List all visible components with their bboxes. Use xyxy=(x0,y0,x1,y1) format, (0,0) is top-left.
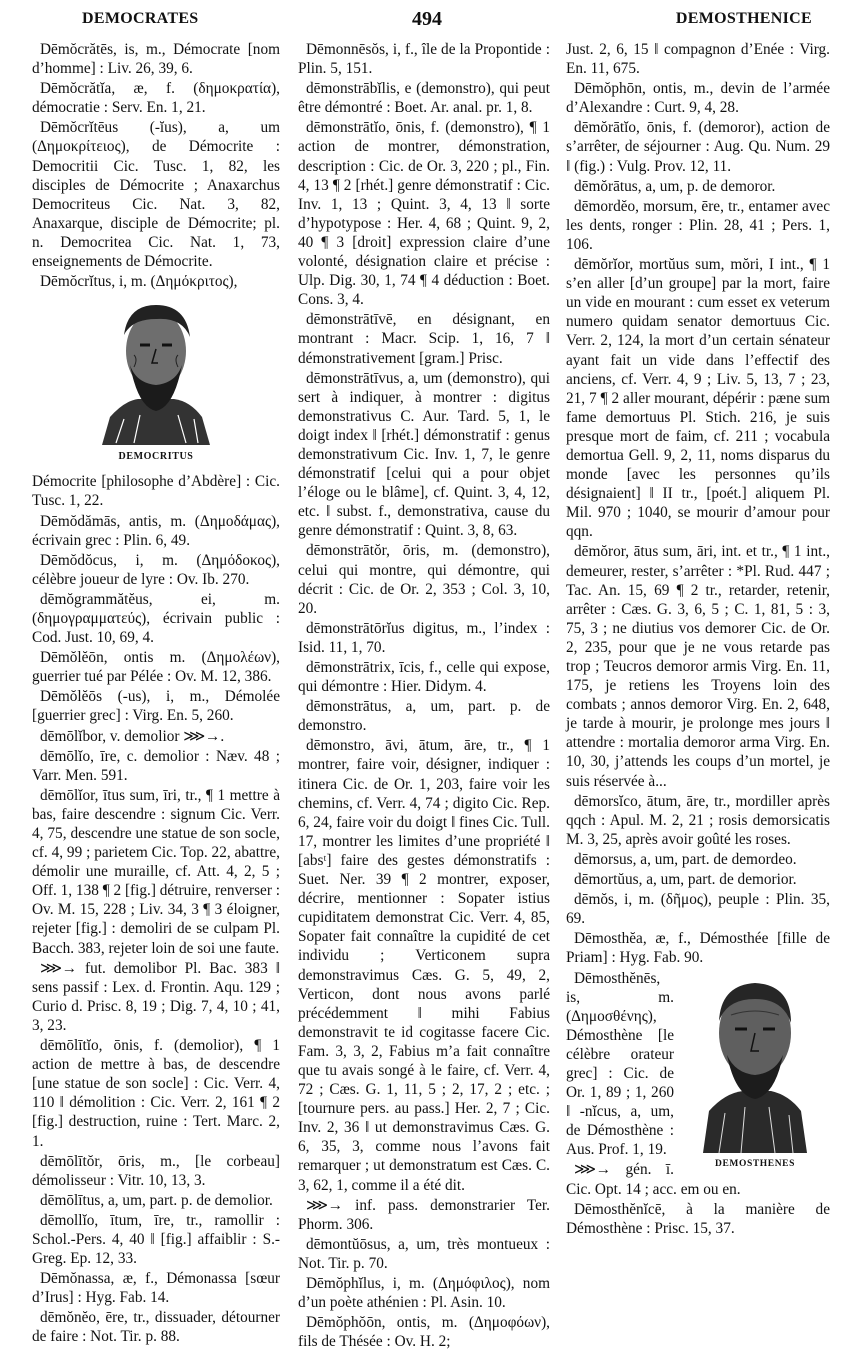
entry-demontuosus: dēmontŭōsus, a, um, très montueux : Not. Tir. p. 70. xyxy=(298,1235,550,1272)
entry-demodocus: Dēmŏdŏcus, i, m. (Δημόδοκος), célèbre joueur de lyre : Ov. Ib. 270. xyxy=(32,551,280,588)
entry-demonstratio: dēmonstrātĭo, ōnis, f. (demonstro), ¶ 1 action de montrer, démonstration, description : Cic. de Or. 3, 220 ; pl., Fin. 4, 13 ¶ 2 [rhét.] genre démonstratif : Cic. Inv. 1, 13 ; Quint. 3, 4, 13 ‖ sorte d’hypotypose : Her. 4, 68 ; Quint. 9, 2, 40 ¶ 3 [droit] expression claire d’une volonté, désignation claire et précise : Ulp. Dig. 30, 1, 74 ¶ 4 déduction : Boet. Cons. 3, 4. xyxy=(298,119,550,309)
democritus-figure xyxy=(32,295,280,466)
entry-demortuus: dēmortŭus, a, um, part. de demorior. xyxy=(574,871,797,889)
entry-demonstratus: dēmonstrātus, a, um, part. p. de demonstro. xyxy=(298,698,550,735)
democritus-portrait-image xyxy=(94,295,218,445)
entry-demoleon: Dēmŏlĕōn, ontis m. (Δημολέων), guerrier tué par Pélée : Ov. M. 12, 386. xyxy=(32,649,280,686)
entry-demolior-note: ⋙→ fut. demolibor Pl. Bac. 383 ‖ sens passif : Lex. d. Frontin. Aqu. 129 ; Curio d. Prisc. 8, 19 ; Dig. 7, 4, 10 ; 41, 3, 23. xyxy=(32,959,280,1034)
entry-demos: dēmŏs, i, m. (δῆμος), peuple : Plin. 35, 69. xyxy=(566,891,830,928)
entry-demonstrator: dēmonstrātŏr, ōris, m. (demonstro), celui qui montre, qui démontre, qui décrit : Cic. de Or. 2, 353 ; Col. 3, 10, 20. xyxy=(298,542,550,617)
entry-demolibor: dēmōlĭbor, v. demolior ⋙→. xyxy=(40,727,225,745)
entry-demonstrativus: dēmonstrātīvus, a, um (demonstro), qui sert à indiquer, à montrer : digitus demonstrativus C. Aur. Tard. 5, 1, le doigt index ‖ [rhét.] démonstratif : genus demonstrativum Cic. Inv. 1, 7, le genre démonstratif [celui qui a pour objet l’éloge ou le blâme], cf. Quint. 3, 4, 12, etc. ‖ subst. f., demonstrativa, cause du genre démonstratif : Quint. 3, 8, 63. xyxy=(298,369,550,540)
entry-demonnesos: Dēmonnēsŏs, i, f., île de la Propontide : Plin. 5, 151. xyxy=(298,41,550,78)
entry-demolio: dēmōlĭo, īre, c. demolior : Næv. 48 ; Varr. Men. 591. xyxy=(32,747,280,784)
entry-demorior: dēmŏrĭor, mortŭus sum, mŏri, I int., ¶ 1 s’en aller [d’un groupe] par la mort, faire un vide en mourant : cum esset ex veterum numero quidam senator demortuus Cic. Verr. 2, 124, la mort d’un certain sénateur ayant fait un vide dans l’effectif des anciens, cf. Verr. 4, 9 ; Liv. 5, 13, 7 ; 23, 21, 7 ¶ 2 aller mourant, dépérir : pæne sum fame demortuus Pl. Stich. 216, je suis presque mort de faim, cf. 211 ; vocabula demortua Gell. 9, 2, 11, noms disparus du monde [avec les personnes qu’ils désignaient] ‖ II tr., [poét.] aliquem Pl. Mil. 970 ; 1040, se mourir d’amour pour qqn. xyxy=(566,256,830,541)
figure-caption: DEMOSTHENES xyxy=(715,1158,795,1169)
entry-demonstrabilis: dēmonstrābĭlis, e (demonstro), qui peut être démontré : Boet. Ar. anal. pr. 1, 8. xyxy=(298,80,550,117)
entry-demodamas: Dēmŏdămās, antis, m. (Δημοδάμας), écrivain grec : Plin. 6, 49. xyxy=(32,512,280,549)
entry-democriteus: Dēmŏcrĭtēus (-ĭus), a, um (Δημοκρίτειος), de Démocrite : Democritii Cic. Tusc. 1, 82, les disciples de Démocrite ; Anaxarchus Democriteus Cic. Nat. 3, 82, Anaxarque, disciple de Démocrite; pl. n. Democritea Cic. Nat. 1, 73, enseignements de Démocrite. xyxy=(32,119,280,271)
entry-democritus: Dēmŏcrĭtus, i, m. (Δημόκριτος), xyxy=(40,273,238,291)
entry-demonassa: Dēmŏnassa, æ, f., Démonassa [sœur d’Irus] : Hyg. Fab. 14. xyxy=(32,1270,280,1307)
entry-demordeo: dēmordĕo, morsum, ēre, tr., entamer avec les dents, ronger : Plin. 28, 41 ; Pers. 1, 106. xyxy=(566,197,830,253)
column-left xyxy=(32,40,280,1348)
entry-demoneo: dēmŏnĕo, ēre, tr., dissuader, détourner de faire : Not. Tir. p. 88. xyxy=(32,1309,280,1346)
entry-demolior: dēmōlĭor, ītus sum, īri, tr., ¶ 1 mettre à bas, faire descendre : signum Cic. Verr. 4, 75, descendre une statue de son socle, cf. 4, 99 ; parietem Cic. Top. 22, abattre, démolir une muraille, cf. Att. 4, 2, 5 ; Off. 1, 138 ¶ 2 [fig.] détruire, renverser : Ov. M. 15, 228 ; Liv. 34, 3 ¶ 3 éloigner, rejeter [fig.] : demoliri de se culpam Pl. Bacch. 383, rejeter loin de soi une faute. xyxy=(32,786,280,957)
header-right-guideword: DEMOSTHENICE xyxy=(675,10,812,27)
column-middle xyxy=(298,40,550,1352)
entry-demolitio: dēmōlītĭo, ōnis, f. (demolior), ¶ 1 action de mettre à bas, de descendre [une statue de son socle] : Cic. Verr. 4, 110 ‖ démolition : Cic. Verr. 2, 161 ¶ 2 [fig.] destruction, ruine : Tert. Marc. 2, 1. xyxy=(32,1037,280,1150)
entry-demolitor: dēmōlītŏr, ōris, m., [le corbeau] démolisseur : Vitr. 10, 13, 3. xyxy=(32,1152,280,1189)
page-number: 494 xyxy=(412,8,442,30)
entry-demorsus: dēmorsus, a, um, part. de demordeo. xyxy=(574,850,797,868)
entry-demoleos: Dēmŏlĕōs (-us), i, m., Démolée [guerrier grec] : Virg. En. 5, 260. xyxy=(32,688,280,725)
entry-demophon: Dēmŏphōn, ontis, m., devin de l’armée d’Alexandre : Curt. 9, 4, 28. xyxy=(566,80,830,117)
demosthenes-figure xyxy=(680,971,830,1174)
entry-demosthenice: Dēmosthĕnĭcē, à la manière de Démosthène : Prisc. 15, 37. xyxy=(566,1200,830,1237)
entry-demophoon: Dēmŏphŏōn, ontis, m. (Δημοφόων), fils de Thésée : Ov. H. 2; xyxy=(298,1314,550,1351)
entry-demosthenes-note: ⋙→ gén. ī. Cic. Opt. 14 ; acc. em ou en. xyxy=(566,1161,741,1198)
entry-demonstro: dēmonstro, āvi, ātum, āre, tr., ¶ 1 montrer, faire voir, désigner, indiquer : itinera Cic. de Or. 1, 203, faire voir les chemins, cf. Verr. 4, 74 ; digito Cic. Rep. 6, 24, faire voir du doigt ‖ fines Cic. Tull. 17, montrer les limites d’une propriété ‖ [absᵗ] faire des gestes démonstratifs : Suet. Ner. 39 ¶ 2 montrer, exposer, décrire, mentionner : Sopater istius cupiditatem demonstrat Cic. Verr. 4, 85, Sopater fait connaître la cupidité de cet individu ; Verticonem supra demonstravimus Cæs. G. 5, 49, 2, Verticon, dont nous avons parlé précédemment ‖ mihi Fabius demonstravit te id cogitasse facere Cic. Fam. 3, 3, 2, Fabius m’a fait connaître que tu avais songé à le faire, cf. Verr. 4, 72 ; Cæs. G. 1, 11, 5 ; 2, 17, 2 ; etc. ; [tournure pers. au pass.] Her. 2, 7 ; Cic. Inv. 2, 36 ‖ ut demonstravimus Cæs. G. 6, 35, 3, comme nous l’avons fait remarquer ; ut demonstratum est Cæs. C. 3, 62, 1, comme il a été dit. xyxy=(298,737,551,1194)
entry-demonstratrix: dēmonstrātrix, īcis, f., celle qui expose, qui démontre : Hier. Didym. 4. xyxy=(298,659,550,696)
entry-demonstrative: dēmonstrātīvē, en désignant, en montrant : Macr. Scip. 1, 16, 7 ‖ démonstrativement [gram.] Prisc. xyxy=(298,311,550,367)
entry-demolitus: dēmōlītus, a, um, part. p. de demolior. xyxy=(40,1191,273,1209)
entry-demogrammateus: dēmŏgrammătĕus, ei, m. (δημογραμματεύς), écrivain public : Cod. Just. 10, 69, 4. xyxy=(32,590,280,647)
entry-demosthenes: Dēmosthĕnēs, is, m. (Δημοσθένης), Démosthène [le célèbre orateur grec] : Cic. de Or. 1, 89 ; 1, 260 ‖ -nĭcus, a, um, de Démosthène : Aus. Prof. 1, 19. xyxy=(566,969,674,1159)
running-header xyxy=(30,8,834,34)
column-right xyxy=(566,40,830,1239)
entry-demoratus: dēmŏrātus, a, um, p. de demoror. xyxy=(574,177,776,195)
figure-caption: DEMOCRITUS xyxy=(118,451,194,463)
entry-democratia: Dēmŏcrătĭa, æ, f. (δημοκρατία), démocratie : Serv. En. 1, 21. xyxy=(32,80,280,117)
entry-demollio: dēmollĭo, ītum, īre, tr., ramollir : Schol.-Pers. 4, 40 ‖ [fig.] affaiblir : S.-Greg. Ep. 12, 33. xyxy=(32,1211,280,1268)
entry-demonstratorius: dēmonstrātōrĭus digitus, m., l’index : Isid. 11, 1, 70. xyxy=(298,619,550,656)
entry-democrates: Dēmŏcrătēs, is, m., Démocrate [nom d’homme] : Liv. 26, 39, 6. xyxy=(32,41,280,78)
entry-demonstro-note: ⋙→ inf. pass. demonstrarier Ter. Phorm. 306. xyxy=(298,1196,550,1233)
entry-demophilus: Dēmŏphĭlus, i, m. (Δημόφιλος), nom d’un poète athénien : Pl. Asin. 10. xyxy=(298,1275,550,1312)
demosthenes-portrait-image xyxy=(685,971,825,1153)
entry-demoror: dēmŏror, ātus sum, āri, int. et tr., ¶ 1 int., demeurer, rester, s’arrêter : *Pl. Rud. 447 ; Tac. An. 15, 69 ¶ 2 tr., retarder, retenir, arrêter : Cæs. G. 3, 6, 5 ; C. 1, 81, 5 : 3, 75, 3 ; ne diutius vos demorer Cic. de Or. 2, 235, pour que je ne vous retarde pas trop ; Teucros demoror armis Virg. En. 11, 175, je retiens les Troyens loin des combats ; annos demoror Virg. En. 2, 648, je tarde à mourir, je prolonge mes jours ‖ attendre : mortalia demoror arma Virg. En. 10, 30, j’attends les coups d’un mortel, je suis réservée à... xyxy=(566,543,830,790)
entry-demoratio: dēmŏrātĭo, ōnis, f. (demoror), action de s’arrêter, de séjourner : Aug. Qu. Num. 29 ‖ (fig.) : Vulg. Prov. 12, 11. xyxy=(566,119,830,175)
header-left-guideword: DEMOCRATES xyxy=(82,10,199,27)
entry-demorsico: dēmorsĭco, ātum, āre, tr., mordiller après qqch : Apul. M. 2, 21 ; rosis demorsicatis M. 3, 25, après avoir goûté les roses. xyxy=(566,792,830,848)
entry-demosthea: Dēmosthĕa, æ, f., Démosthée [fille de Priam] : Hyg. Fab. 90. xyxy=(566,930,830,967)
entry-demophoon-cont: Just. 2, 6, 15 ‖ compagnon d’Enée : Virg. En. 11, 675. xyxy=(566,41,830,78)
entry-democritus-cont: Démocrite [philosophe d’Abdère] : Cic. Tusc. 1, 22. xyxy=(32,473,280,510)
